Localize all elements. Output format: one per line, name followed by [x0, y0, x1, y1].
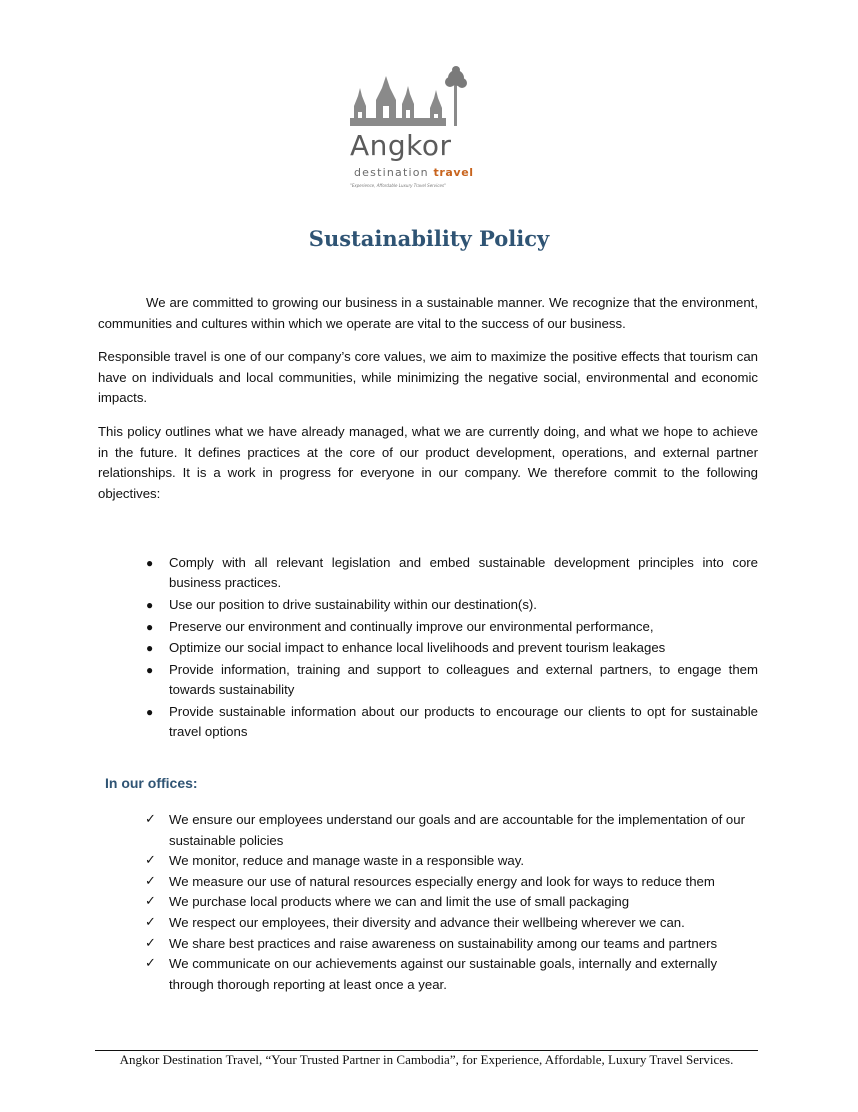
objective-text: Provide information, training and support to colleagues and external partners, to engage them towards sustainability — [169, 662, 758, 698]
bullet-icon: ● — [146, 704, 154, 719]
logo-subtitle-main: destination — [354, 166, 434, 179]
list-item — [98, 892, 758, 913]
office-item-text: We ensure our employees understand our goals and are accountable for the implementation of our sustainable policies — [169, 812, 745, 848]
checkmark-icon: ✓ — [145, 894, 156, 910]
bullet-icon: ● — [146, 663, 154, 678]
page-title: Sustainability Policy — [308, 226, 550, 251]
list-item — [98, 660, 758, 700]
intro-paragraph: We are committed to growing our business in a sustainable manner. We recognize that the environment, communities and cultures within which we operate are vital to the success of our business. — [98, 295, 758, 331]
checkmark-icon: ✓ — [145, 956, 156, 972]
temple-logo-icon — [346, 66, 476, 132]
bullet-icon: ● — [146, 597, 154, 612]
objective-text: Use our position to drive sustainability within our destination(s). — [169, 596, 537, 612]
values-paragraph: Responsible travel is one of our company’s core values, we aim to maximize the positive effects that tourism can have on individuals and local communities, while minimizing the negative social, environmental and economic impacts. — [98, 349, 758, 405]
objective-text: Optimize our social impact to enhance local livelihoods and prevent tourism leakages — [169, 640, 666, 656]
office-item-text: We communicate on our achievements against our sustainable goals, internally and externally through thorough reporting at least once a year. — [169, 956, 718, 992]
bullet-icon: ● — [146, 619, 154, 634]
objective-text: Provide sustainable information about our products to encourage our clients to opt for sustainable travel options — [169, 703, 758, 740]
bullet-icon: ● — [146, 556, 154, 570]
office-item-text: We monitor, reduce and manage waste in a responsible way. — [169, 853, 525, 869]
page-footer: Angkor Destination Travel, “Your Trusted Partner in Cambodia”, for Experience, Affordable, Luxury Travel Services. — [119, 1052, 734, 1067]
list-item — [98, 954, 758, 995]
office-item-text: We purchase local products where we can and limit the use of small packaging — [169, 894, 630, 910]
objective-text: Preserve our environment and continually improve our environmental performance, — [169, 618, 654, 634]
list-item — [98, 934, 758, 955]
objective-text: Comply with all relevant legislation and embed sustainable development principles into core business practices. — [169, 555, 758, 591]
list-item — [98, 595, 758, 615]
checkmark-icon: ✓ — [145, 914, 156, 930]
offices-heading: In our offices: — [105, 775, 198, 791]
list-item — [98, 638, 758, 658]
checkmark-icon: ✓ — [145, 935, 156, 951]
company-logo — [336, 62, 484, 194]
checkmark-icon: ✓ — [145, 812, 156, 827]
office-item-text: We share best practices and raise awareness on sustainability among our teams and partners — [169, 935, 718, 951]
list-item — [98, 702, 758, 742]
checkmark-icon: ✓ — [145, 853, 156, 869]
checkmark-icon: ✓ — [145, 873, 156, 889]
policy-paragraph: This policy outlines what we have already managed, what we are currently doing, and what we hope to achieve in the future. It defines practices at the core of our product development, operations, and external partner relationships. It is a work in progress for everyone in our company. We therefore commit to the following objectives: — [98, 424, 758, 501]
logo-subtitle — [354, 166, 474, 179]
list-item — [98, 810, 758, 851]
list-item — [98, 553, 758, 593]
logo-tagline: "Experience, Affordable Luxury Travel Services" — [350, 183, 446, 188]
offices-list — [98, 810, 758, 995]
office-item-text: We measure our use of natural resources especially energy and look for ways to reduce them — [169, 873, 715, 889]
logo-name: Angkor — [350, 129, 452, 162]
objectives-list — [98, 553, 758, 744]
logo-subtitle-accent: travel — [433, 166, 474, 179]
list-item — [98, 872, 758, 893]
bullet-icon: ● — [146, 641, 154, 656]
list-item — [98, 851, 758, 872]
office-item-text: We respect our employees, their diversity and advance their wellbeing wherever we can. — [169, 914, 685, 930]
list-item — [98, 617, 758, 637]
footer-divider — [95, 1050, 758, 1051]
list-item — [98, 913, 758, 934]
